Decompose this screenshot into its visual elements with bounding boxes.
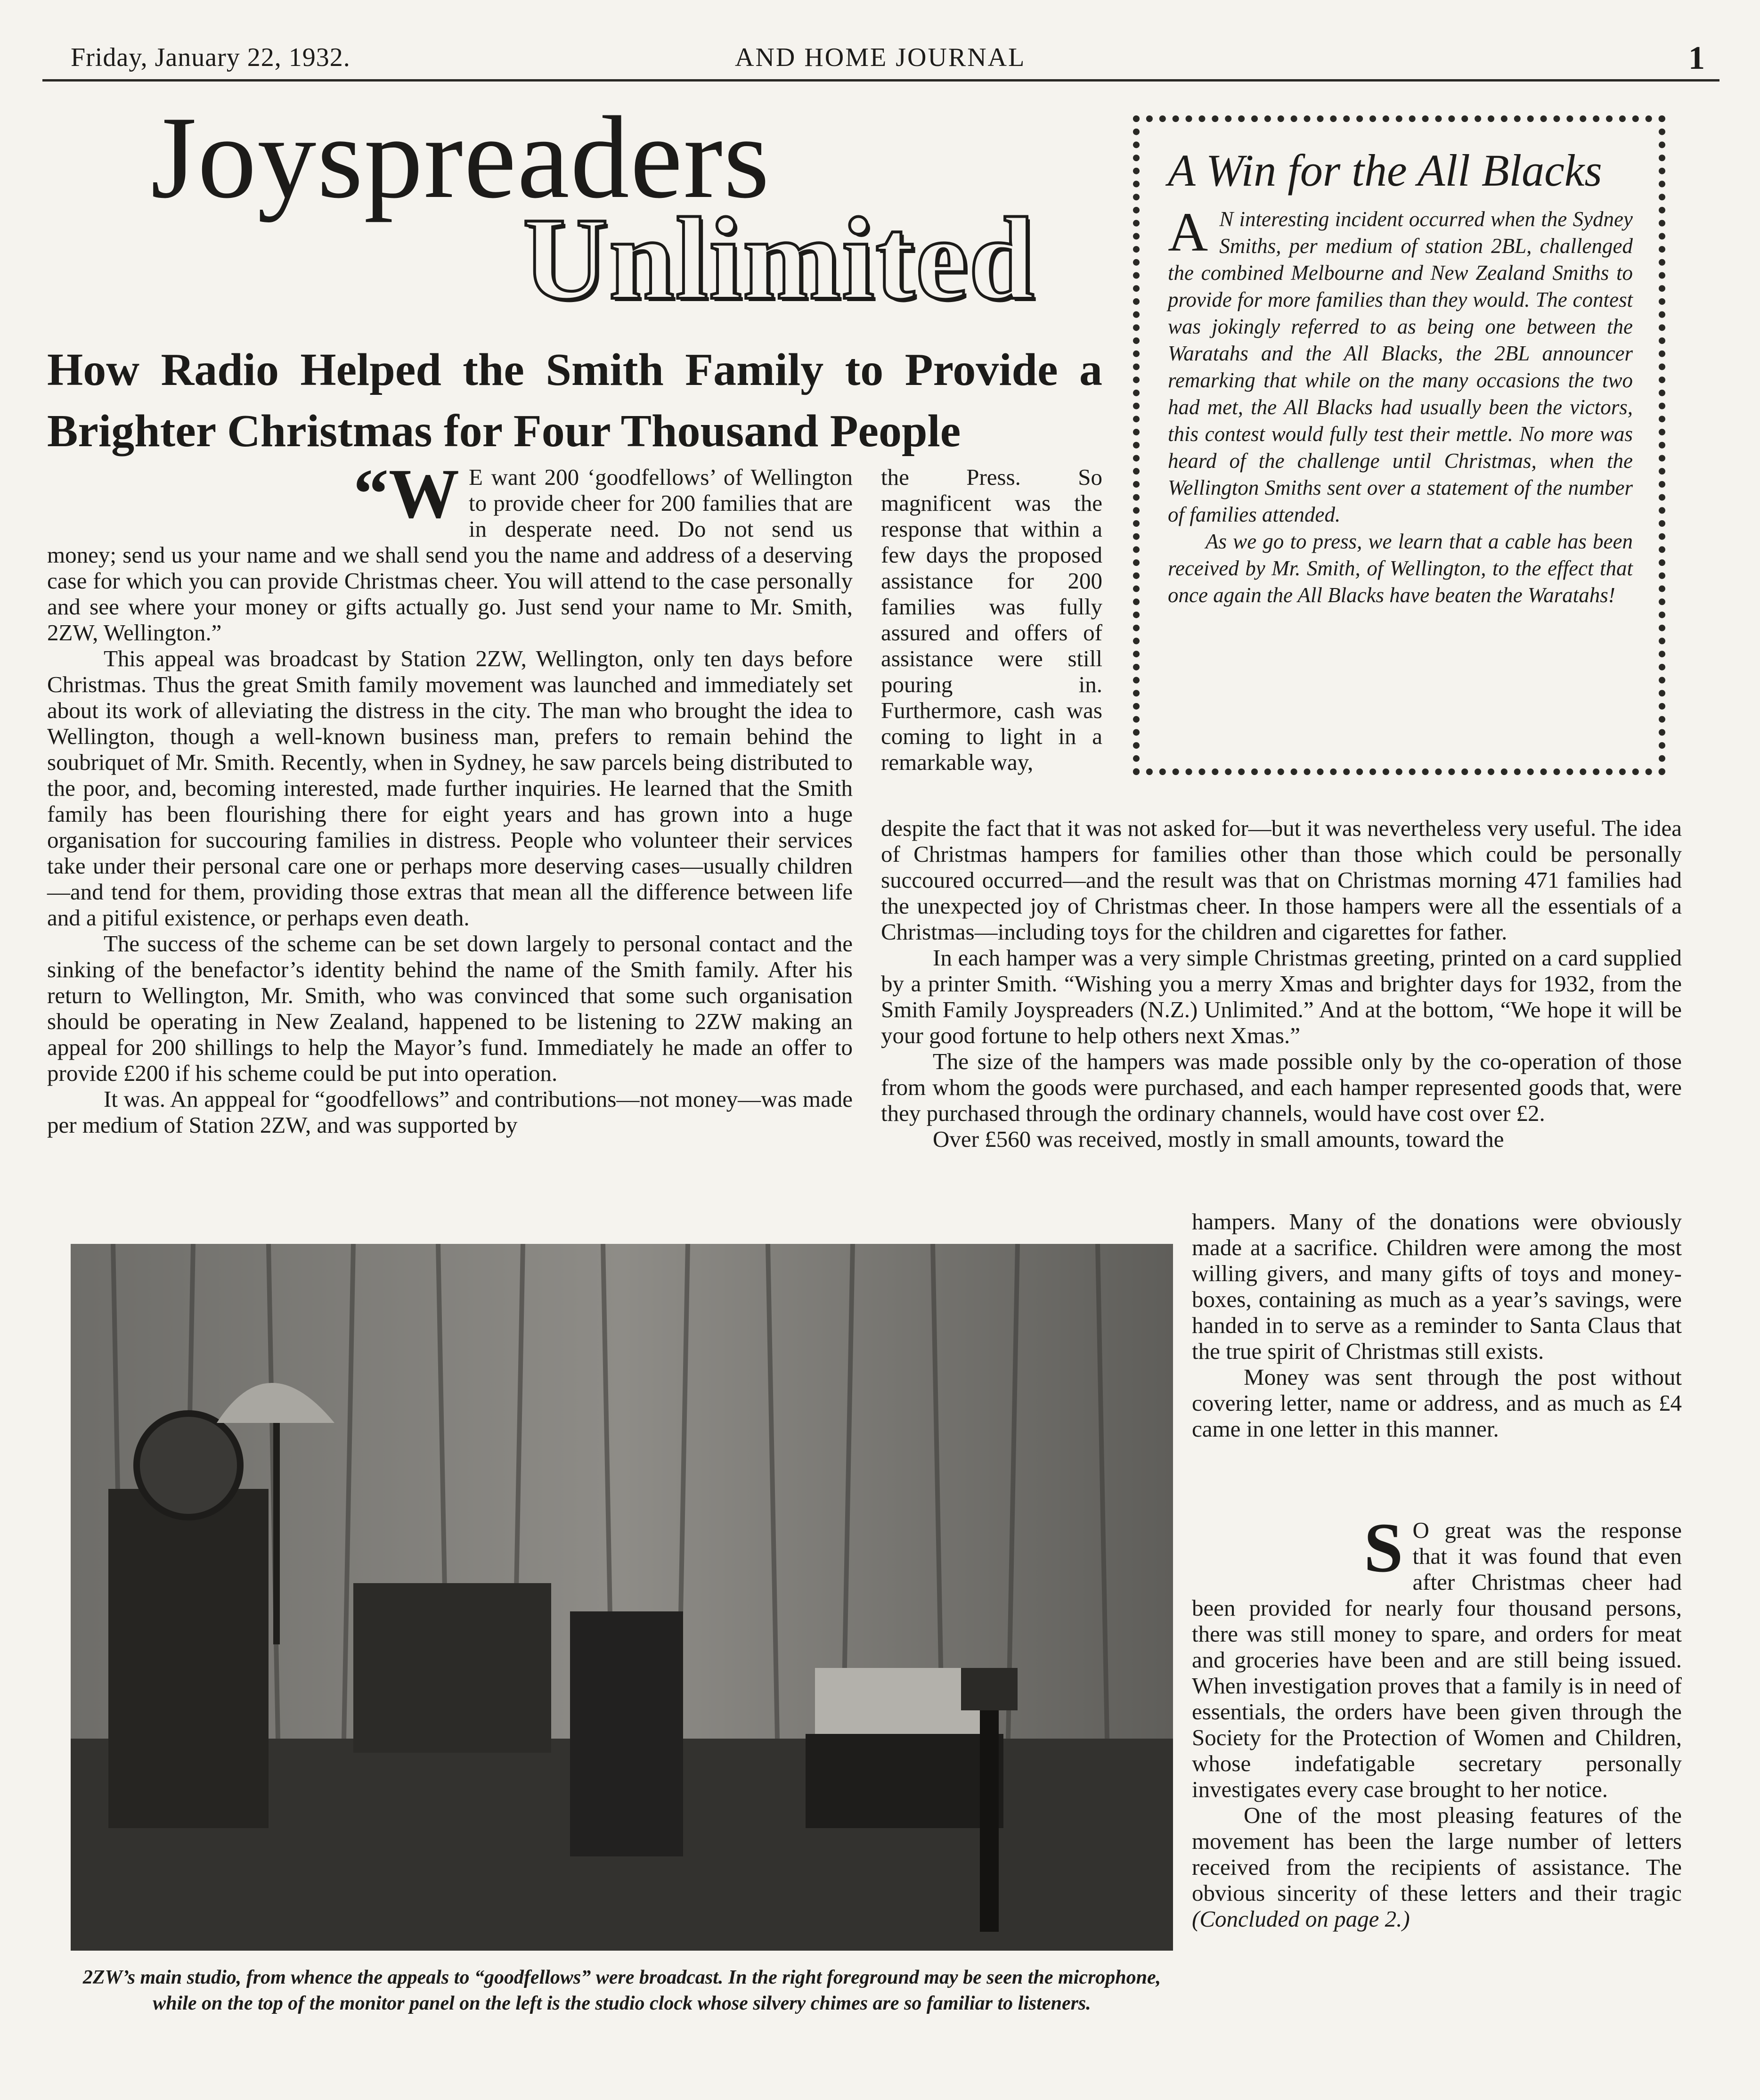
microphone-stand	[980, 1687, 999, 1932]
sidebar-dropcap: A	[1168, 201, 1208, 263]
article-paragraph	[47, 455, 853, 646]
page-number: 1	[1688, 40, 1705, 76]
headline-line-2: Unlimited	[523, 194, 1035, 324]
studio-clock	[137, 1414, 240, 1517]
article-column-2	[881, 464, 1102, 775]
article-paragraph: In each hamper was a very simple Christmas greeting, printed on a card supplied by a printer Smith. “Wishing you a merry Xmas and brighter days for 1932, from the Smith Family Joyspreaders (N.Z.) Unlimited.” And at the bottom, “We hope it will be your good fortune to help others next Xmas.”	[881, 945, 1682, 1048]
article-paragraph-text: O great was the response that it was found that even after Christmas cheer had been provided for nearly four thousand persons, there was still money to spare, and orders for meat and groceries have been and are still being issued. When investigation proves that a family is in need of essentials, the orders have been given through the Society for the Protection of Women and Children, whose indefatigable secretary personally investigates every case brought to her notice.	[1192, 1517, 1682, 1802]
section-gap	[1192, 1442, 1682, 1517]
article-paragraph: Money was sent through the post without covering letter, name or address, and as much as £4 came in one letter in this manner.	[1192, 1364, 1682, 1442]
article-column-3	[1192, 1209, 1682, 1932]
article-dropcap: “W	[353, 455, 459, 533]
article-dropcap: S	[1364, 1509, 1403, 1587]
sidebar-box	[1133, 115, 1665, 775]
article-paragraph: The success of the scheme can be set down largely to personal contact and the sinking of the benefactor’s identity behind the name of the Smith family. After his return to Wellington, Mr. Smith, who was convinced that some such organisation should be operating in New Zealand, happened to be listening to 2ZW making an appeal for 200 shillings to help the Mayor’s fund. Immediately he made an offer to provide £200 if his scheme could be put into operation.	[47, 931, 853, 1086]
article-paragraph: despite the fact that it was not asked for—but it was nevertheless very useful. The idea of Christmas hampers for families other than those which could be personally succoured occurred—and the result was that on Christmas morning 471 families had the unexpected joy of Christmas cheer. In those hampers were all the essentials of a Christmas—including toys for the children and cigarettes for father.	[881, 815, 1682, 945]
issue-date: Friday, January 22, 1932.	[71, 43, 350, 72]
sidebar-paragraph	[1168, 201, 1633, 528]
article-wide-column	[881, 815, 1682, 1152]
sidebar-paragraph-text: N interesting incident occurred when the Sydney Smiths, per medium of station 2BL, challenged the combined Melbourne and New Zealand Smiths to provide for more families than they would. The contest was jokingly referred to as being one between the Waratahs and the All Blacks, the 2BL announcer remarking that while on the many occasions the two had met, the All Blacks had usually been the victors, this contest would fully test their mettle. No more was heard of the challenge until Christmas, when the Wellington Smiths sent over a statement of the number of families attended.	[1168, 207, 1633, 526]
piano-body	[806, 1734, 1003, 1828]
journal-name: AND HOME JOURNAL	[735, 43, 1026, 72]
chair	[570, 1611, 683, 1856]
photo-caption: 2ZW’s main studio, from whence the appeals to “goodfellows” were broadcast. In the right foreground may be seen the microphone, while on the top of the monitor panel on the left is the studio clock whose silvery chimes are so familiar to listeners.	[82, 1967, 1161, 2014]
desk	[353, 1583, 551, 1753]
article-paragraph	[1192, 1802, 1682, 1932]
article-paragraph: This appeal was broadcast by Station 2ZW, Wellington, only ten days before Christmas. Thus the great Smith family movement was launched and immediately set about its work of alleviating the distress in the city. The man who brought the idea to Wellington, though a well-known business man, prefers to remain behind the soubriquet of Mr. Smith. Recently, when in Sydney, he saw parcels being distributed to the poor, and, becoming interested, made further inquiries. He learned that the Smith family has been flourishing there for eight years and has grown into a huge organisation for succouring families in distress. People who volunteer their services take under their personal care one or perhaps more deserving cases—usually children—and tend for them, providing those extras that mean all the difference between life and a pitiful existence, or perhaps even death.	[47, 646, 853, 931]
running-header	[42, 38, 1719, 80]
lamp-stand	[273, 1423, 280, 1644]
studio-photo-illustration	[71, 1244, 1173, 1951]
studio-photograph	[71, 1244, 1173, 1951]
article-paragraph: It was. An apppeal for “goodfellows” and contributions—not money—was made per medium of Station 2ZW, and was supported by	[47, 1086, 853, 1138]
article-paragraph-text: E want 200 ‘goodfellows’ of Wellington to provide cheer for 200 families that are in desperate need. Do not send us money; send us your name and we shall send you the name and address of a deserving case for which you can provide Christmas cheer. You will attend to the case personally and see where your money or gifts actually go. Just send your name to Mr. Smith, 2ZW, Wellington.”	[47, 464, 853, 646]
article-paragraph	[1192, 1509, 1682, 1802]
article-paragraph: hampers. Many of the donations were obviously made at a sacrifice. Children were among the most willing givers, and many gifts of toys and money-boxes, containing as much as a year’s savings, were handed in to serve as a reminder to Santa Claus that the true spirit of Christmas still exists.	[1192, 1209, 1682, 1364]
sidebar-title: A Win for the All Blacks	[1168, 145, 1602, 196]
subheadline: How Radio Helped the Smith Family to Provide a Brighter Christmas for Four Thousand People	[47, 344, 1102, 457]
article-paragraph: The size of the hampers was made possible only by the co-operation of those from whom the goods were purchased, and each hamper represented goods that, were they purchased through the ordinary channels, would have cost over £2.	[881, 1048, 1682, 1126]
headline	[151, 92, 1069, 324]
article-paragraph: Over £560 was received, mostly in small amounts, toward the	[933, 1126, 1504, 1152]
article-paragraph-text: One of the most pleasing features of the movement has been the large number of letters received from the recipients of assistance. The obvious sincerity of these letters and their tragic	[1192, 1802, 1682, 1906]
article-paragraph: the Press. So magnificent was the response that within a few days the proposed assistance for 200 families was fully assured and offers of assistance were still pouring in. Furthermore, cash was coming to light in a remarkable way,	[881, 464, 1102, 775]
microphone	[961, 1668, 1018, 1710]
headline-line-1: Joyspreaders	[151, 92, 771, 223]
header-rule	[42, 79, 1719, 82]
monitor-panel	[108, 1489, 269, 1828]
sidebar-paragraph-2: As we go to press, we learn that a cable has been received by Mr. Smith, of Wellington, to the effect that once again the All Blacks have beaten the Waratahs!	[1168, 529, 1633, 607]
continued-note: (Concluded on page 2.)	[1192, 1906, 1410, 1932]
article-column-1	[47, 455, 853, 1138]
